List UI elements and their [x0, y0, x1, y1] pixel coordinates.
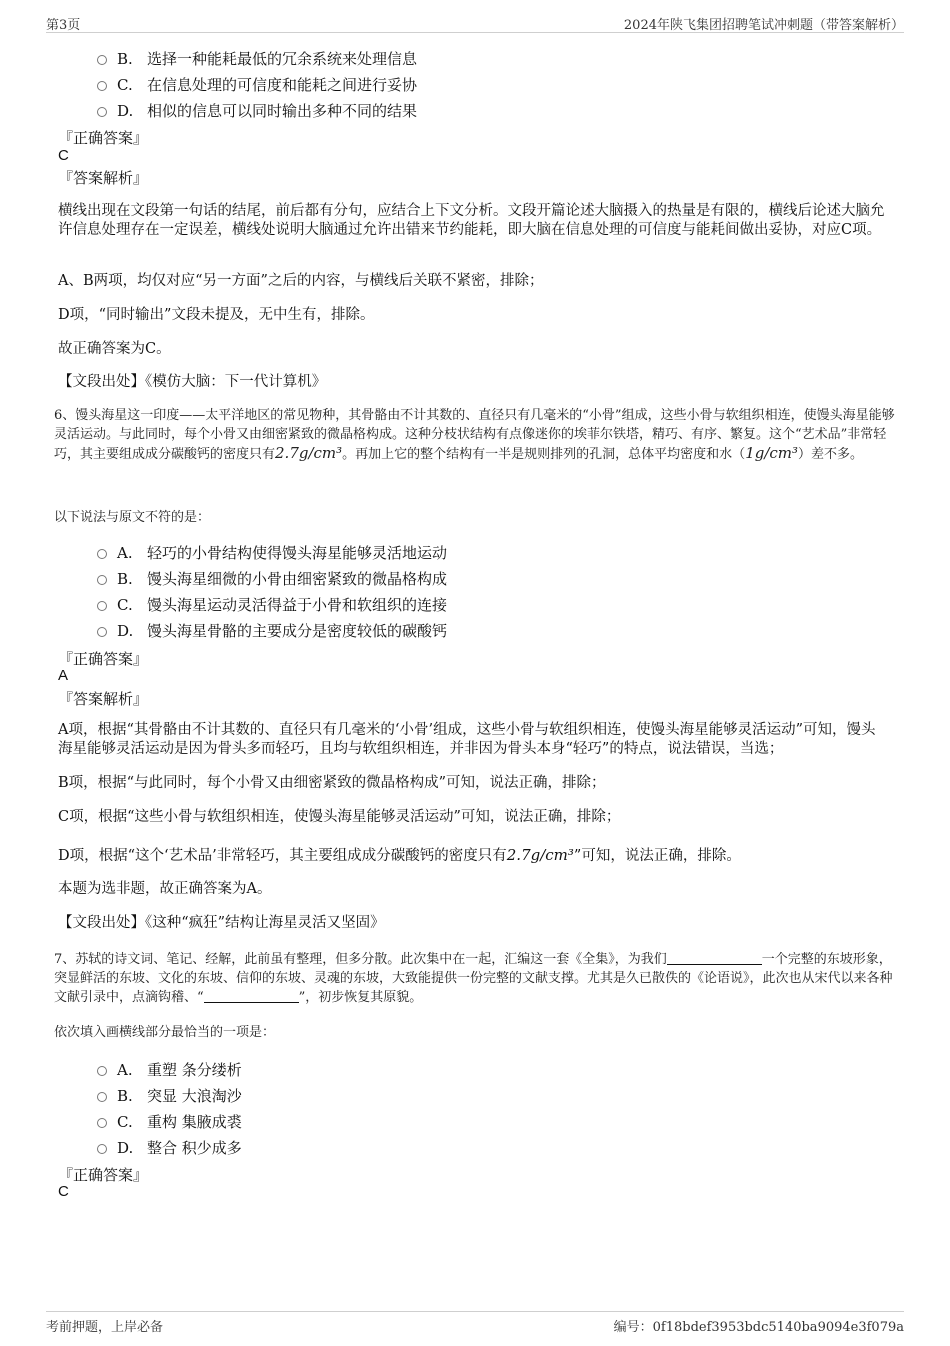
q6-stem: 6、馒头海星这一印度——太平洋地区的常见物种，其骨骼由不计其数的、直径只有几毫米的“小骨”组成，这些小骨与软组织相连，使馒头海星能够灵活运动。与此同时，每个小骨又由细密紧致的微晶格构成。这种分枝状结构有点像迷你的埃菲尔铁塔，精巧、有序、繁复。这个“艺术品”非常轻巧，其主要组成成分碳酸钙的密度只有2.7g/cm³。再加上它的整个结构有一半是规则排列的孔洞，总体平均密度和水（1g/cm³）差不多。 — [54, 408, 895, 462]
fill-blank-1[interactable] — [667, 951, 762, 965]
q5-analysis-paragraph: 横线出现在文段第一句话的结尾，前后都有分句，应结合上下文分析。文段开篇论述大脑摄入的热量是有限的，横线后论述大脑允许信息处理存在一定误差，横线处说明大脑通过允许出错来节约能耗，即大脑在信息处理的可信度与能耗间做出妥协，对应C项。 — [58, 203, 885, 238]
radio-icon[interactable] — [97, 1066, 107, 1076]
q6-option-d[interactable]: D. 馒头海星骨骼的主要成分是密度较低的碳酸钙 — [97, 620, 447, 641]
q6-answer-label: 『正确答案』 — [58, 650, 149, 668]
radio-icon[interactable] — [97, 549, 107, 559]
q6-option-a[interactable]: A. 轻巧的小骨结构使得馒头海星能够灵活地运动 — [97, 542, 447, 563]
q5-analysis-label: 『答案解析』 — [58, 169, 149, 187]
q5-analysis-d: D项，“同时输出”文段未提及，无中生有，排除。 — [58, 307, 375, 323]
q7-option-d[interactable]: D. 整合 积少成多 — [97, 1137, 242, 1158]
q5-answer-label: 『正确答案』 — [58, 129, 149, 147]
q7-answer-label: 『正确答案』 — [58, 1166, 149, 1184]
document-title: 2024年陕飞集团招聘笔试冲刺题（带答案解析） — [623, 18, 904, 33]
q5-conclusion: 故正确答案为C。 — [58, 341, 171, 357]
q5-option-d[interactable]: D. 相似的信息可以同时输出多种不同的结果 — [97, 100, 417, 121]
page-header — [46, 0, 904, 33]
q5-analysis-ab: A、B两项，均仅对应“另一方面”之后的内容，与横线后关联不紧密，排除； — [58, 273, 544, 289]
q5-answer: C — [58, 147, 69, 164]
radio-icon[interactable] — [97, 55, 107, 65]
q6-answer: A — [58, 667, 69, 684]
q6-source: 【文段出处】《这种“疯狂”结构让海星灵活又坚固》 — [58, 915, 385, 931]
radio-icon[interactable] — [97, 575, 107, 585]
density-formula: 2.7g/cm³ — [275, 444, 343, 462]
q7-prompt: 依次填入画横线部分最恰当的一项是： — [54, 1025, 276, 1040]
q5-option-c[interactable]: C. 在信息处理的可信度和能耗之间进行妥协 — [97, 74, 417, 95]
q6-option-b[interactable]: B. 馒头海星细微的小骨由细密紧致的微晶格构成 — [97, 568, 447, 589]
q6-prompt: 以下说法与原文不符的是： — [54, 510, 211, 525]
q6-analysis-a: A项，根据“其骨骼由不计其数的、直径只有几毫米的‘小骨’组成，这些小骨与软组织相连，使馒头海星能够灵活运动”可知，馒头海星能够灵活运动是因为骨头多而轻巧，且均与软组织相连，并非因为骨头本身“轻巧”的特点，说法错误，当选； — [58, 722, 876, 757]
q7-option-a[interactable]: A. 重塑 条分缕析 — [97, 1059, 242, 1080]
q6-conclusion: 本题为选非题，故正确答案为A。 — [58, 881, 272, 897]
water-density-formula: 1g/cm³ — [745, 444, 799, 462]
document-id: 编号：0f18bdef3953bdc5140ba9094e3f079a — [613, 1320, 904, 1335]
q7-option-c[interactable]: C. 重构 集腋成裘 — [97, 1111, 242, 1132]
q7-option-b[interactable]: B. 突显 大浪淘沙 — [97, 1085, 242, 1106]
q5-source: 【文段出处】《模仿大脑：下一代计算机》 — [58, 374, 327, 390]
radio-icon[interactable] — [97, 1118, 107, 1128]
q5-option-b[interactable]: B. 选择一种能耗最低的冗余系统来处理信息 — [97, 48, 417, 69]
radio-icon[interactable] — [97, 81, 107, 91]
q7-answer: C — [58, 1183, 69, 1200]
q6-analysis-label: 『答案解析』 — [58, 690, 149, 708]
footer-slogan: 考前押题，上岸必备 — [46, 1320, 164, 1335]
density-formula: 2.7g/cm³ — [506, 846, 574, 864]
q6-analysis-c: C项，根据“这些小骨与软组织相连，使馒头海星能够灵活运动”可知，说法正确，排除； — [58, 809, 621, 825]
page-footer — [46, 1311, 904, 1346]
page-number: 第3页 — [46, 18, 81, 33]
fill-blank-2[interactable] — [204, 989, 299, 1003]
radio-icon[interactable] — [97, 1144, 107, 1154]
radio-icon[interactable] — [97, 107, 107, 117]
radio-icon[interactable] — [97, 627, 107, 637]
radio-icon[interactable] — [97, 1092, 107, 1102]
q6-option-c[interactable]: C. 馒头海星运动灵活得益于小骨和软组织的连接 — [97, 594, 447, 615]
q6-analysis-d: D项，根据“这个‘艺术品’非常轻巧，其主要组成成分碳酸钙的密度只有2.7g/cm³”可知，说法正确，排除。 — [58, 846, 741, 864]
q7-stem: 7、苏轼的诗文词、笔记、经解，此前虽有整理，但多分散。此次集中在一起，汇编这一套《全集》，为我们 一个完整的东坡形象，突显鲜活的东坡、文化的东坡、信仰的东坡、灵魂的东坡，大致能提供一份完整的文献支撑。尤其是久已散佚的《论语说》，此次也从宋代以来各种文献引录中，点滴钩稽、“ ”，初步恢复其原貌。 — [54, 952, 893, 1005]
radio-icon[interactable] — [97, 601, 107, 611]
q6-analysis-b: B项，根据“与此同时，每个小骨又由细密紧致的微晶格构成”可知，说法正确，排除； — [58, 775, 606, 791]
